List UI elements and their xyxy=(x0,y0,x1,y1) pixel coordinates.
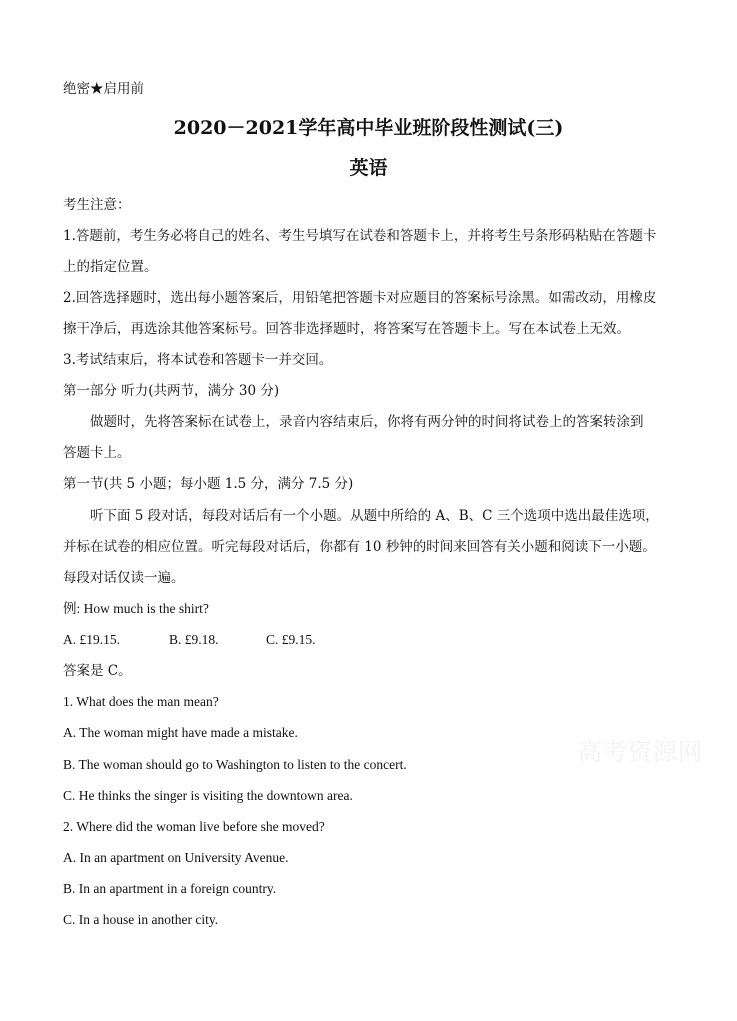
section1-intro-line-2: 并标在试卷的相应位置。听完每段对话后，你都有 10 秒钟的时间来回答有关小题和阅读下一小题。 xyxy=(63,539,656,555)
example-question: 例: How much is the shirt? xyxy=(63,601,209,616)
notice-item-2-line-2: 擦干净后，再选涂其他答案标号。回答非选择题时，将答案写在答题卡上。写在本试卷上无效。 xyxy=(63,321,630,337)
question-2-stem: 2. Where did the woman live before she moved? xyxy=(63,819,325,834)
exam-title: 2020－2021学年高中毕业班阶段性测试(三) xyxy=(173,117,564,139)
example-option-b: B. £9.18. xyxy=(169,632,219,647)
confidential-label: 绝密★启用前 xyxy=(63,81,144,97)
question-2-option-b: B. In an apartment in a foreign country. xyxy=(63,881,277,896)
example-options xyxy=(63,631,483,649)
question-2-option-a: A. In an apartment on University Avenue. xyxy=(63,850,289,865)
watermark-text: 高考资源网 xyxy=(578,738,703,766)
notice-item-2-line-1: 2.回答选择题时，选出每小题答案后，用铅笔把答题卡对应题目的答案标号涂黑。如需改动，用橡皮 xyxy=(63,290,657,306)
question-1-stem: 1. What does the man mean? xyxy=(63,694,219,709)
question-1-option-a: A. The woman might have made a mistake. xyxy=(63,725,298,740)
notice-item-1-line-2: 上的指定位置。 xyxy=(63,259,158,275)
notice-heading: 考生注意： xyxy=(63,197,131,213)
section1-intro-line-1: 听下面 5 段对话，每段对话后有一个小题。从题中所给的 A、B、C 三个选项中选出最佳选项， xyxy=(90,508,659,524)
subject-title: 英语 xyxy=(349,157,388,179)
question-1-option-c: C. He thinks the singer is visiting the downtown area. xyxy=(63,788,353,803)
part1-intro-line-1: 做题时，先将答案标在试卷上，录音内容结束后，你将有两分钟的时间将试卷上的答案转涂到 xyxy=(90,414,644,430)
example-answer: 答案是 C。 xyxy=(63,663,132,679)
question-1-option-b: B. The woman should go to Washington to listen to the concert. xyxy=(63,757,407,772)
notice-item-3: 3.考试结束后，将本试卷和答题卡一并交回。 xyxy=(63,352,333,368)
example-option-a: A. £19.15. xyxy=(63,632,120,647)
section1-intro-line-3: 每段对话仅读一遍。 xyxy=(63,570,185,586)
part1-intro-line-2: 答题卡上。 xyxy=(63,445,131,461)
question-2-option-c: C. In a house in another city. xyxy=(63,912,219,927)
section1-heading: 第一节(共 5 小题；每小题 1.5 分，满分 7.5 分) xyxy=(63,476,354,492)
example-option-c: C. £9.15. xyxy=(266,632,316,647)
notice-item-1-line-1: 1.答题前，考生务必将自己的姓名、考生号填写在试卷和答题卡上，并将考生号条形码粘贴在答题卡 xyxy=(63,228,657,244)
part1-heading: 第一部分 听力(共两节，满分 30 分) xyxy=(63,383,280,399)
